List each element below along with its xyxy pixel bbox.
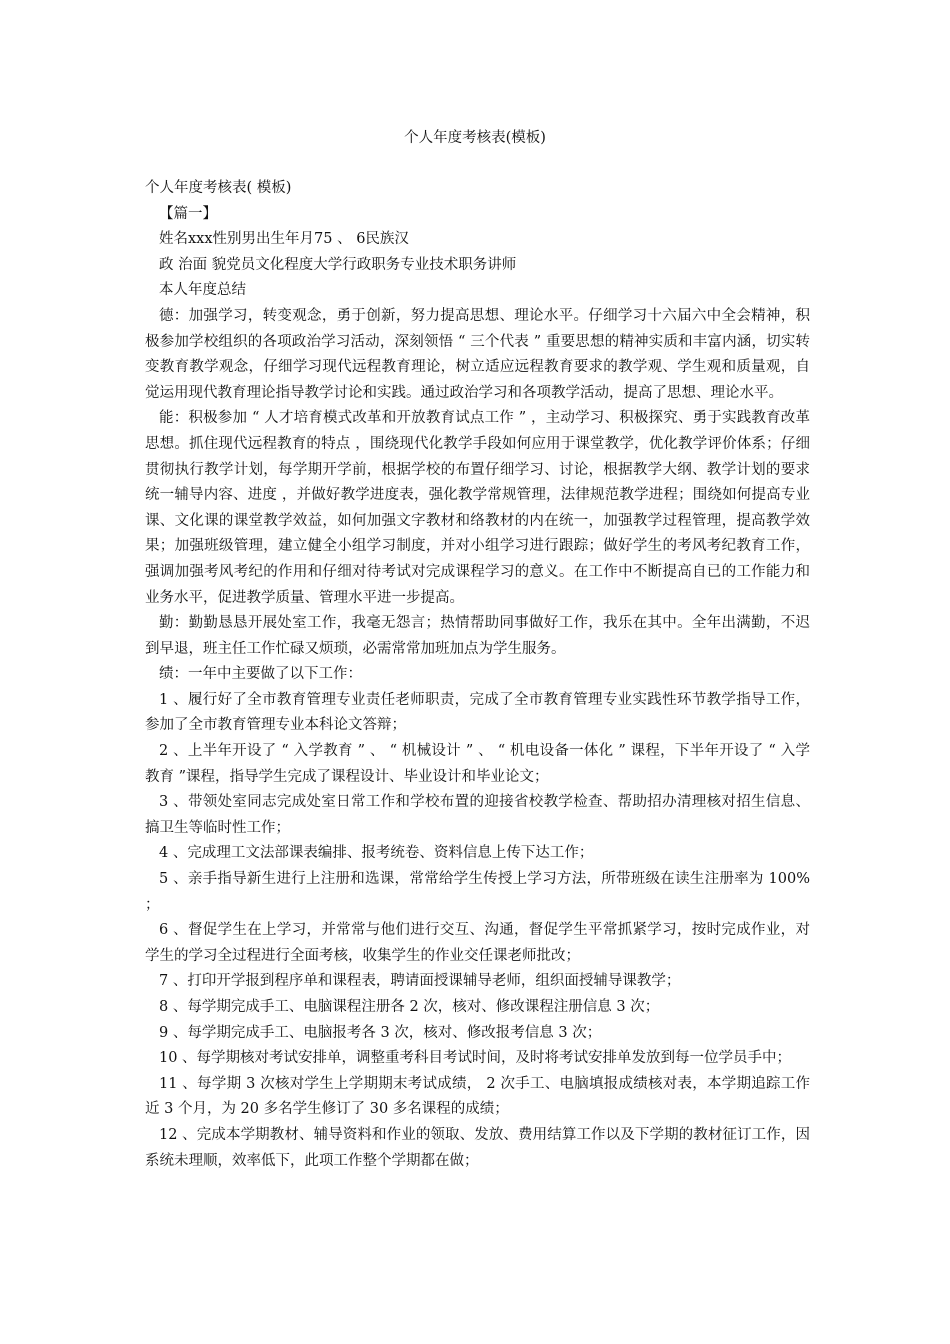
personal-info-line: 姓名xxx性别男出生年月75 、 6民族汉: [159, 231, 409, 248]
paragraph-qin: 勤：勤勤恳恳开展处室工作，我毫无怨言；热情帮助同事做好工作，我乐在其中。全年出满勤，不迟到早退，班主任工作忙碌又烦琐，必需常常加班加点为学生服务。: [145, 615, 810, 657]
list-item: 11 、每学期 3 次核对学生上学期期末考试成绩， 2 次手工、电脑填报成绩核对表，本学期追踪工作近 3 个月，为 20 多名学生修订了 30 多名课程的成绩；: [145, 1075, 810, 1118]
list-item: 3 、带领处室同志完成处室日常工作和学校布置的迎接省校教学检查、帮助招办清理核对招生信息、搞卫生等临时性工作；: [145, 794, 810, 836]
list-item: 2 、上半年开设了 “ 入学教育 ” 、 “ 机械设计 ” 、 “ 机电设备一体化 ” 课程，下半年开设了 “ 入学教育 ”课程，指导学生完成了课程设计、毕业设计和毕业论文；: [145, 743, 810, 785]
document-body: [145, 176, 810, 1174]
paragraph-de: 德：加强学习，转变观念，勇于创新，努力提高思想、理论水平。仔细学习十六届六中全会精神，积极参加学校组织的各项政治学习活动，深刻领悟 “ 三个代表 ” 重要思想的精神实质和丰富内涵，切实转变教育教学观念，仔细学习现代远程教育理论，树立适应远程教育要求的教学观、学生观和质量观，自觉运用现代教育理论指导教学讨论和实践。通过政治学习和各项教学活动，提高了思想、理论水平。: [145, 307, 810, 401]
personal-info-line: 政 治面 貌党员文化程度大学行政职务专业技术职务讲师: [159, 256, 517, 273]
list-item: 6 、督促学生在上学习，并常常与他们进行交互、沟通，督促学生平常抓紧学习，按时完成作业，对学生的学习全过程进行全面考核，收集学生的作业交任课老师批改；: [145, 922, 810, 964]
list-item: 4 、完成理工文法部课表编排、报考统卷、资料信息上传下达工作；: [159, 845, 594, 862]
heading-line: 个人年度考核表( 模板): [145, 180, 292, 196]
paragraph-neng: 能：积极参加 “ 人才培育模式改革和开放教育试点工作 ” ，主动学习、积极探究、勇于实践教育改革思想。抓住现代远程教育的特点 ，围绕现代化教学手段如何应用于课堂教学，优化教学评价体系；仔细贯彻执行教学计划，每学期开学前，根据学校的布置仔细学习、讨论，根据教学大纲、教学计划的要求统一辅导内容、进度 ，并做好教学进度表，强化教学常规管理，法律规范教学进程；围绕如何提高专业课、文化课的课堂教学效益，如何加强文字教材和络教材的内在统一，加强教学过程管理，提高教学效果；加强班级管理，建立健全小组学习制度，并对小组学习进行跟踪；做好学生的考风考纪教育工作，强调加强考风考纪的作用和仔细对待考试对完成课程学习的意义。在工作中不断提高自已的工作能力和业务水平，促进教学质量、管理水平进一步提高。: [145, 410, 810, 606]
list-item: 1 、履行好了全市教育管理专业责任老师职责，完成了全市教育管理专业实践性环节教学指导工作，参加了全市教育管理专业本科论文答辩；: [145, 691, 810, 734]
list-item: 12 、完成本学期教材、辅导资料和作业的领取、发放、费用结算工作以及下学期的教材征订工作，因系统未理顺，效率低下，此项工作整个学期都在做；: [145, 1126, 810, 1169]
list-item: 9 、每学期完成手工、电脑报考各 3 次，核对、修改报考信息 3 次；: [159, 1024, 602, 1041]
document-title: 个人年度考核表(模板): [404, 130, 546, 146]
list-item: 8 、每学期完成手工、电脑课程注册各 2 次，核对、修改课程注册信息 3 次；: [159, 999, 660, 1015]
section-label: 【篇一】: [159, 205, 217, 222]
summary-heading: 本人年度总结: [159, 282, 246, 299]
list-item: 10 、每学期核对考试安排单，调整重考科目考试时间，及时将考试安排单发放到每一位学员手中；: [159, 1050, 792, 1067]
paragraph-ji: 绩：一年中主要做了以下工作：: [159, 666, 362, 683]
list-item: 5 、亲手指导新生进行上注册和选课，常常给学生传授上学习方法，所带班级在读生注册率为 100% ；: [145, 871, 810, 913]
list-item: 7 、打印开学报到程序单和课程表，聘请面授课辅导老师，组织面授辅导课教学；: [159, 973, 681, 990]
